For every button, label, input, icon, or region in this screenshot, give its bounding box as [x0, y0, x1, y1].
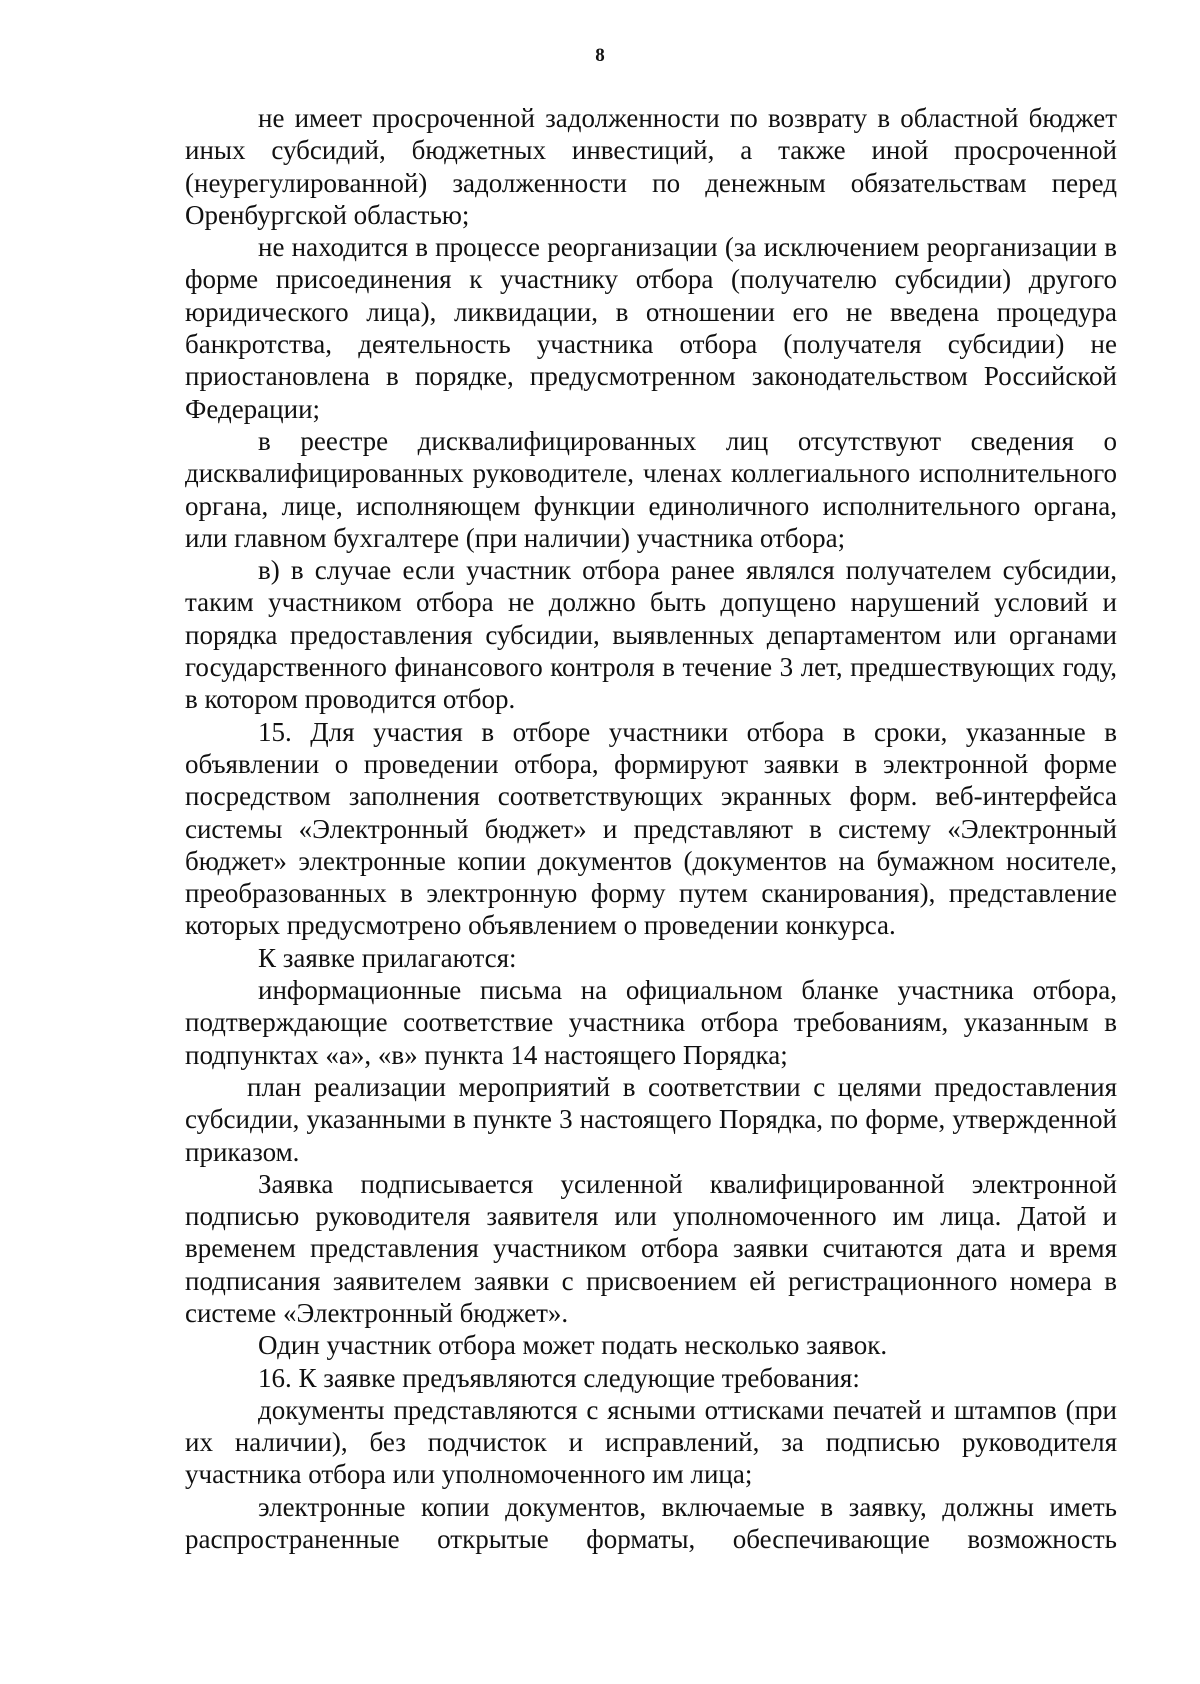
- paragraph-item-v-previous-recipient: в) в случае если участник отбора ранее являлся получателем субсидии, таким участником отбора не должно быть допущено нарушений условий и порядка предоставления субсидии, выявленных департаментом или органами государственного финансового контроля в течение 3 лет, предшествующих году, в котором проводится отбор.: [185, 555, 1117, 715]
- paragraph-document-requirements: документы представляются с ясными оттисками печатей и штампов (при их наличии), без подчисток и исправлений, за подписью руководителя участника отбора или уполномоченного им лица;: [185, 1394, 1117, 1490]
- paragraph-information-letters: информационные письма на официальном бланке участника отбора, подтверждающие соответствие участника отбора требованиям, указанным в подпунктах «а», «в» пункта 14 настоящего Порядка;: [185, 975, 1117, 1070]
- paragraph-item-15-application-forming: 15. Для участия в отборе участники отбора в сроки, указанные в объявлении о проведении отбора, формируют заявки в электронной форме посредством заполнения соответствующих экранных форм. веб-интерфейса системы «Электронный бюджет» и представляют в систему «Электронный бюджет» электронные копии документов (документов на бумажном носителе, преобразованных в электронную форму путем сканирования), представление которых предусмотрено объявлением о проведении конкурса.: [185, 716, 1117, 941]
- paragraph-application-signature: Заявка подписывается усиленной квалифицированной электронной подписью руководителя заявителя или уполномоченного им лица. Датой и временем представления участником отбора заявки считаются дата и время подписания заявителем заявки с присвоением ей регистрационного номера в системе «Электронный бюджет».: [185, 1168, 1117, 1328]
- page-number: 8: [595, 45, 605, 66]
- paragraph-no-overdue-debt: не имеет просроченной задолженности по возврату в областной бюджет иных субсидий, бюджетных инвестиций, а также иной просроченной (неурегулированной) задолженности по денежным обязательствам перед Оренбургской областью;: [185, 103, 1117, 230]
- paragraph-multiple-applications: Один участник отбора может подать несколько заявок.: [258, 1330, 888, 1361]
- paragraph-disqualified-persons-registry: в реестре дисквалифицированных лиц отсутствуют сведения о дисквалифицированных руководителе, членах коллегиального исполнительного органа, лице, исполняющем функции единоличного исполнительного органа, или главном бухгалтере (при наличии) участника отбора;: [185, 425, 1117, 553]
- paragraph-electronic-copies-formats: электронные копии документов, включаемые в заявку, должны иметь распространенные открытые форматы, обеспечивающие возможность: [185, 1491, 1117, 1555]
- paragraph-not-in-reorganization: не находится в процессе реорганизации (за исключением реорганизации в форме присоединения к участнику отбора (получателю субсидии) другого юридического лица), ликвидации, в отношении его не введена процедура банкротства, деятельность участника отбора (получателя субсидии) не приостановлена в порядке, предусмотренном законодательством Российской Федерации;: [185, 232, 1117, 424]
- paragraph-item-16-requirements: 16. К заявке предъявляются следующие требования:: [258, 1362, 860, 1393]
- paragraph-implementation-plan: план реализации мероприятий в соответствии с целями предоставления субсидии, указанными в пункте 3 настоящего Порядка, по форме, утвержденной приказом.: [185, 1071, 1117, 1167]
- document-body: [185, 102, 1117, 1555]
- paragraph-attachments-heading: К заявке прилагаются:: [258, 942, 517, 973]
